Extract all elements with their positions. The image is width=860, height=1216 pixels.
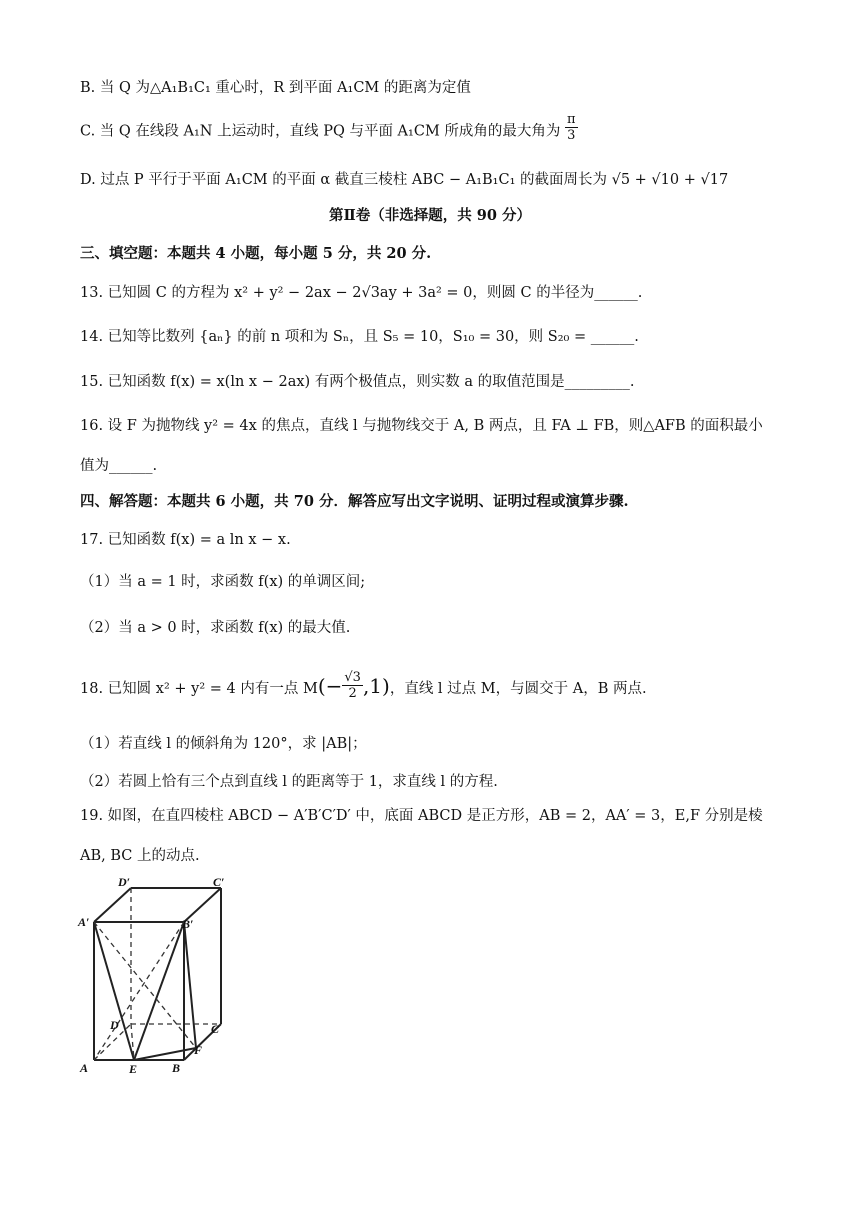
- fill-in-header: 三、填空题：本题共 4 小题，每小题 5 分，共 20 分.: [80, 245, 432, 262]
- question-17: 17. 已知函数 f(x) = a ln x − x.: [80, 532, 291, 548]
- question-18-part2: （2）若圆上恰有三个点到直线 l 的距离等于 1，求直线 l 的方程.: [80, 774, 498, 790]
- label-b: B: [172, 1061, 181, 1074]
- question-18: [80, 669, 647, 701]
- fraction-numerator: π: [567, 112, 576, 127]
- question-18-pre: 18. 已知圆 x² + y² = 4 内有一点 M: [80, 681, 318, 697]
- question-19-line2: AB, BC 上的动点.: [80, 848, 200, 864]
- option-c-fraction: [565, 112, 578, 143]
- label-d: D: [110, 1018, 119, 1032]
- question-17-part1: （1）当 a = 1 时，求函数 f(x) 的单调区间;: [80, 574, 366, 590]
- label-e: E: [129, 1062, 138, 1074]
- question-13: 13. 已知圆 C 的方程为 x² + y² − 2ax − 2√3ay + 3a² = 0，则圆 C 的半径为______.: [80, 285, 643, 301]
- prism-figure: [76, 874, 236, 1074]
- question-18-part1: （1）若直线 l 的倾斜角为 120°，求 |AB|；: [80, 736, 367, 752]
- label-f: F: [194, 1043, 203, 1057]
- label-a: A: [80, 1061, 89, 1074]
- label-c: C: [211, 1022, 220, 1036]
- option-d: D. 过点 P 平行于平面 A₁CM 的平面 α 截直三棱柱 ABC − A₁B₁C₁ 的截面周长为 √5 + √10 + √17: [80, 172, 729, 188]
- question-16-line1: 16. 设 F 为抛物线 y² = 4x 的焦点，直线 l 与抛物线交于 A, B 两点，且 FA ⊥ FB，则△AFB 的面积最小: [80, 418, 763, 434]
- label-c1: C′: [213, 875, 225, 889]
- question-19-line1: 19. 如图，在直四棱柱 ABCD − A′B′C′D′ 中，底面 ABCD 是正方形，AB = 2，AA′ = 3，E,F 分别是棱: [80, 808, 763, 824]
- point-close: ,1): [362, 674, 390, 698]
- label-a1: A′: [78, 915, 90, 929]
- question-18-fraction: [342, 670, 363, 701]
- label-b1: B′: [182, 917, 194, 931]
- option-b: B. 当 Q 为△A₁B₁C₁ 重心时，R 到平面 A₁CM 的距离为定值: [80, 80, 471, 96]
- section2-title: 第Ⅱ卷（非选择题，共 90 分）: [329, 207, 531, 224]
- question-18-post: ，直线 l 过点 M，与圆交于 A，B 两点.: [389, 681, 647, 697]
- question-15: 15. 已知函数 f(x) = x(ln x − 2ax) 有两个极值点，则实数 a 的取值范围是_________.: [80, 374, 635, 390]
- point-open: (−: [317, 674, 343, 698]
- fraction-denominator: 3: [567, 128, 576, 143]
- question-14: 14. 已知等比数列 {aₙ} 的前 n 项和为 Sₙ，且 S₅ = 10，S₁₀ = 30，则 S₂₀ = ______.: [80, 329, 639, 345]
- label-d1: D′: [118, 875, 131, 889]
- fraction-denominator: 2: [348, 685, 357, 701]
- option-c-text: C. 当 Q 在线段 A₁N 上运动时，直线 PQ 与平面 A₁CM 所成角的最大角为: [80, 123, 561, 140]
- fraction-numerator: √3: [344, 669, 361, 685]
- question-16-line2: 值为______.: [80, 458, 158, 474]
- option-c: [80, 112, 578, 143]
- answer-header: 四、解答题：本题共 6 小题，共 70 分．解答应写出文字说明、证明过程或演算步骤.: [80, 493, 629, 510]
- question-17-part2: （2）当 a > 0 时，求函数 f(x) 的最大值.: [80, 620, 351, 636]
